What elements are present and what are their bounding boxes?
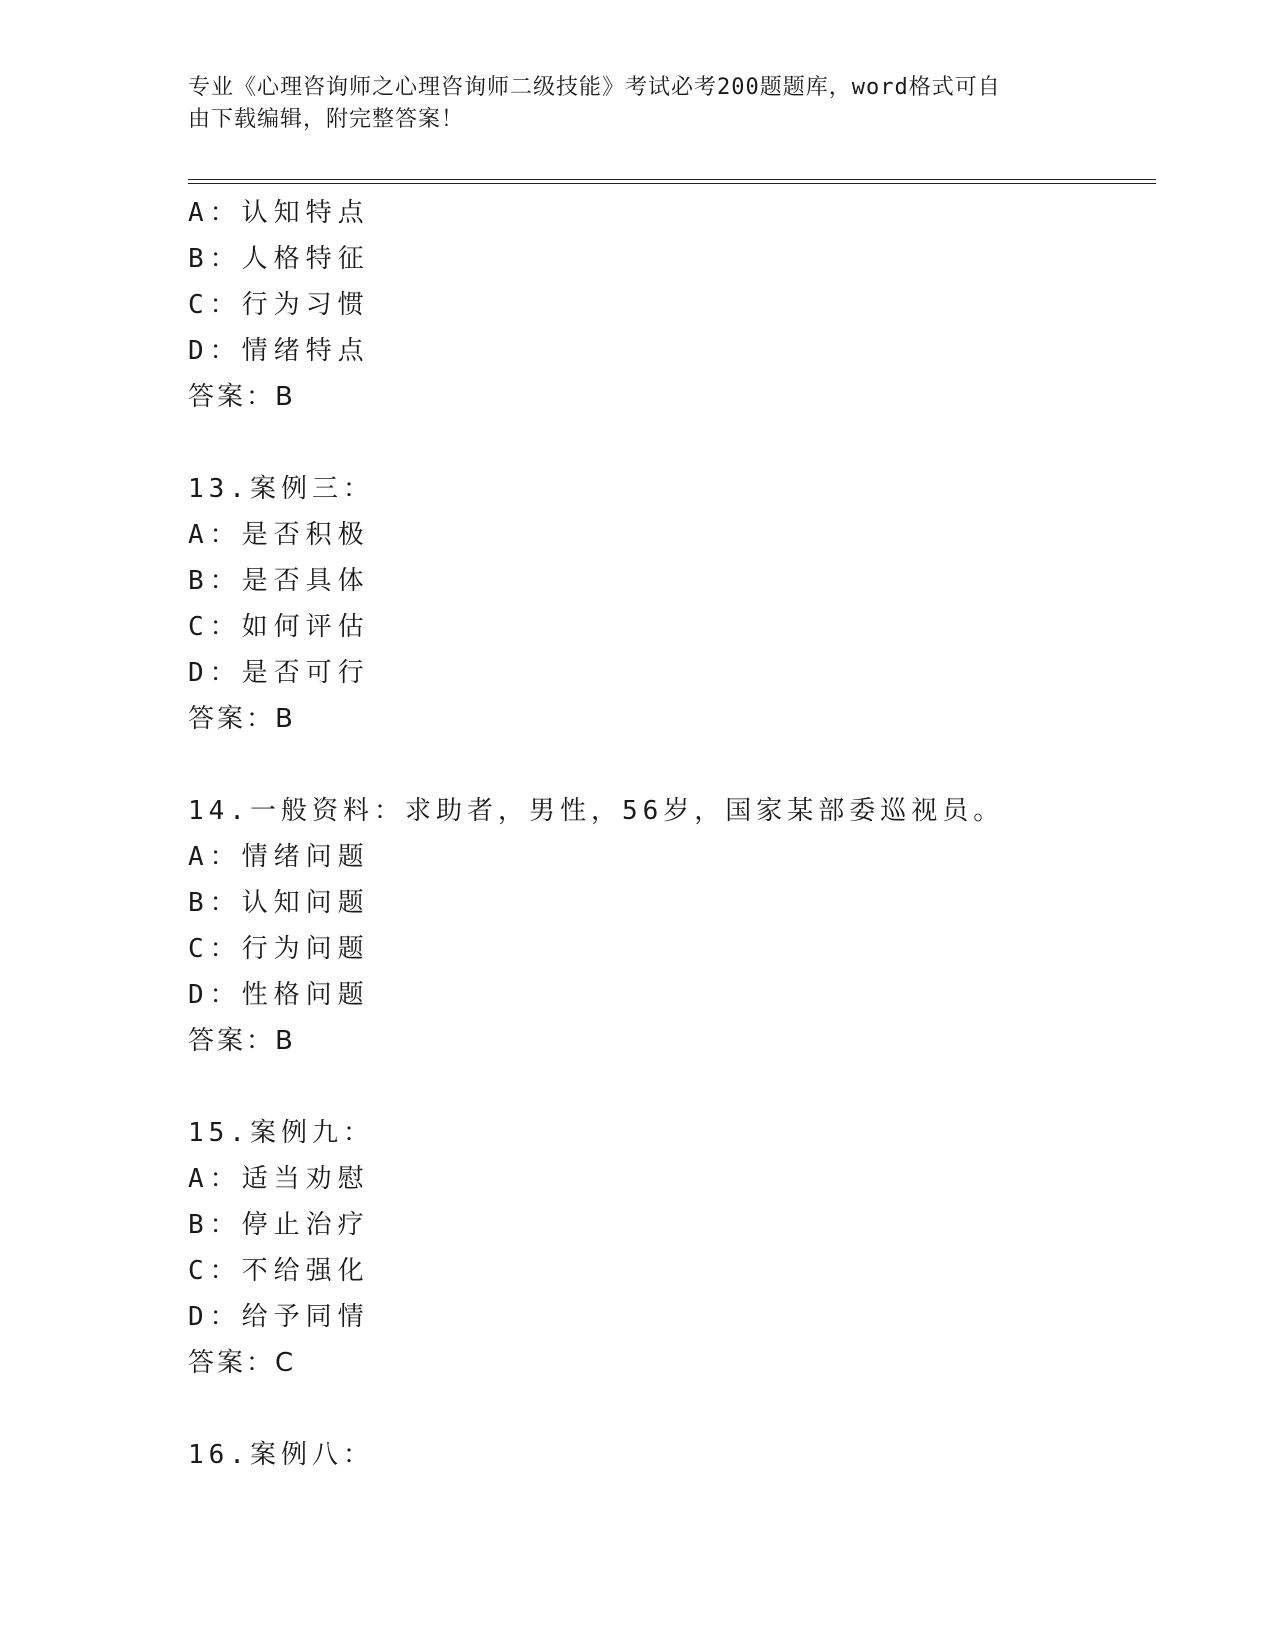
question-block-15 bbox=[188, 1110, 1156, 1386]
header-line-2: 由下载编辑，附完整答案！ bbox=[188, 107, 465, 132]
header-divider-bottom bbox=[188, 183, 1156, 184]
option-a: A：认知特点 bbox=[188, 198, 370, 228]
option-c: C：行为问题 bbox=[188, 934, 370, 964]
answer-line: 答案：B bbox=[188, 1026, 296, 1056]
option-c: C：如何评估 bbox=[188, 612, 370, 642]
option-a: A：适当劝慰 bbox=[188, 1164, 370, 1194]
question-title: 15.案例九： bbox=[188, 1118, 374, 1148]
option-c: C：行为习惯 bbox=[188, 290, 370, 320]
option-d: D：性格问题 bbox=[188, 980, 370, 1010]
option-b: B：认知问题 bbox=[188, 888, 370, 918]
question-title: 16.案例八： bbox=[188, 1440, 374, 1470]
question-title: 14.一般资料：求助者，男性，56岁，国家某部委巡视员。 bbox=[188, 796, 1005, 826]
option-d: D：是否可行 bbox=[188, 658, 370, 688]
question-block-13 bbox=[188, 466, 1156, 742]
header-line-1: 专业《心理咨询师之心理咨询师二级技能》考试必考200题题库，word格式可自 bbox=[188, 75, 1001, 100]
question-block-16 bbox=[188, 1432, 1156, 1478]
option-a: A：是否积极 bbox=[188, 520, 370, 550]
document-header bbox=[188, 72, 1068, 136]
option-b: B：停止治疗 bbox=[188, 1210, 370, 1240]
answer-line: 答案：B bbox=[188, 382, 296, 412]
option-a: A：情绪问题 bbox=[188, 842, 370, 872]
answer-line: 答案：B bbox=[188, 704, 296, 734]
answer-line: 答案：C bbox=[188, 1348, 297, 1378]
option-b: B：人格特征 bbox=[188, 244, 370, 274]
option-b: B：是否具体 bbox=[188, 566, 370, 596]
option-d: D：情绪特点 bbox=[188, 336, 370, 366]
header-divider-top bbox=[188, 179, 1156, 180]
question-list bbox=[188, 190, 1156, 1478]
option-d: D：给予同情 bbox=[188, 1302, 370, 1332]
option-c: C：不给强化 bbox=[188, 1256, 370, 1286]
question-title: 13.案例三： bbox=[188, 474, 374, 504]
question-block-partial bbox=[188, 190, 1156, 420]
question-block-14 bbox=[188, 788, 1156, 1064]
